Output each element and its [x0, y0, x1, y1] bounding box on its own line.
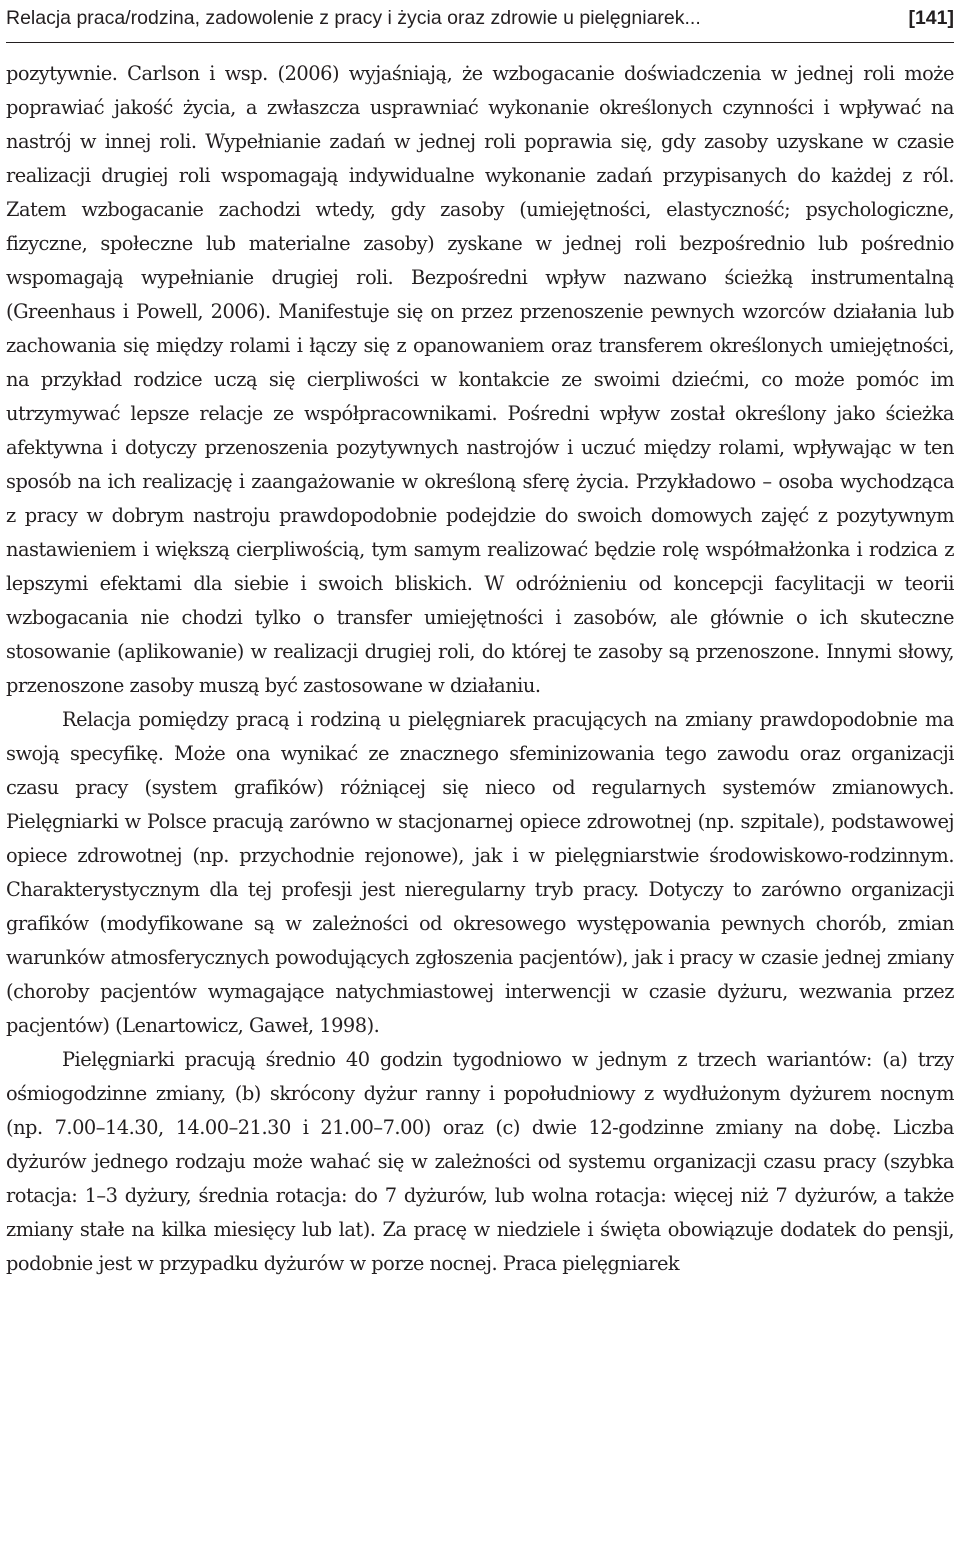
body-text — [6, 57, 954, 1281]
running-header-title: Relacja praca/rodzina, zadowolenie z pracy i życia oraz zdrowie u pielęgniarek... — [6, 7, 701, 29]
paragraph-continuation: pozytywnie. Carlson i wsp. (2006) wyjaśniają, że wzbogacanie doświadczenia w jednej roli może poprawiać jakość życia, a zwłaszcza usprawniać wykonanie określonych czynności i wpływać na nastrój w innej roli. Wypełnianie zadań w jednej roli poprawia się, gdy zasoby uzyskane w czasie realizacji drugiej roli wspomagają indywidualne wykonanie zadań przypisanych do każdej z ról. Zatem wzbogacanie zachodzi wtedy, gdy zasoby (umiejętności, elastyczność; psychologiczne, fizyczne, społeczne lub materialne zasoby) zyskane w jednej roli bezpośrednio lub pośrednio wspomagają wypełnianie drugiej roli. Bezpośredni wpływ nazwano ścieżką instrumentalną (Greenhaus i Powell, 2006). Manifestuje się on przez przenoszenie pewnych wzorców działania lub zachowania się między rolami i łączy się z opanowaniem oraz transferem określonych umiejętności, na przykład rodzice uczą się cierpliwości w kontakcie ze swoimi dziećmi, co może pomóc im utrzymywać lepsze relacje ze współpracownikami. Pośredni wpływ został określony jako ścieżka afektywna i dotyczy przenoszenia pozytywnych nastrojów i uczuć między rolami, wpływając w ten sposób na ich realizację i zaangażowanie w określoną sferę życia. Przykładowo – osoba wychodząca z pracy w dobrym nastroju prawdopodobnie podejdzie do swoich domowych zajęć z pozytywnym nastawieniem i większą cierpliwością, tym samym realizować będzie rolę współmałżonka i rodzica z lepszymi efektami dla siebie i swoich bliskich. W odróżnieniu od koncepcji facylitacji w teorii wzbogacania nie chodzi tylko o transfer umiejętności i zasobów, ale głównie o ich skuteczne stosowanie (aplikowanie) w realizacji drugiej roli, do której te zasoby są przenoszone. Innymi słowy, przenoszone zasoby muszą być zastosowane w działaniu. — [6, 62, 954, 697]
page-number: [141] — [908, 7, 954, 29]
paragraph-work-family-relation: Relacja pomiędzy pracą i rodziną u pielęgniarek pracujących na zmiany prawdopodobnie ma swoją specyfikę. Może ona wynikać ze znacznego sfeminizowania tego zawodu oraz organizacji czasu pracy (system grafików) różniącej się nieco od regularnych systemów zmianowych. Pielęgniarki w Polsce pracują zarówno w stacjonarnej opiece zdrowotnej (np. szpitale), podstawowej opiece zdrowotnej (np. przychodnie rejonowe), jak i w pielęgniarstwie środowiskowo-rodzinnym. Charakterystycznym dla tej profesji jest nieregularny tryb pracy. Dotyczy to zarówno organizacji grafików (modyfikowane są w zależności od okresowego występowania pewnych chorób, zmian warunków atmosferycznych powodujących zgłoszenia pacjentów), jak i pracy w czasie jednej zmiany (choroby pacjentów wymagające natychmiastowej interwencji w czasie dyżuru, wezwania przez pacjentów) (Lenartowicz, Gaweł, 1998). — [6, 708, 954, 1037]
running-header — [6, 0, 954, 43]
paragraph-working-hours: Pielęgniarki pracują średnio 40 godzin tygodniowo w jednym z trzech wariantów: (a) trzy ośmiogodzinne zmiany, (b) skrócony dyżur ranny i popołudniowy z wydłużonym dyżurem nocnym (np. 7.00–14.30, 14.00–21.30 i 21.00–7.00) oraz (c) dwie 12-godzinne zmiany na dobę. Liczba dyżurów jednego rodzaju może wahać się w zależności od systemu organizacji czasu pracy (szybka rotacja: 1–3 dyżury, średnia rotacja: do 7 dyżurów, lub wolna rotacja: więcej niż 7 dyżurów, a także zmiany stałe na kilka miesięcy lub lat). Za pracę w niedziele i święta obowiązuje dodatek do pensji, podobnie jest w przypadku dyżurów w porze nocnej. Praca pielęgniarek — [6, 1048, 954, 1275]
document-page — [6, 0, 954, 1553]
